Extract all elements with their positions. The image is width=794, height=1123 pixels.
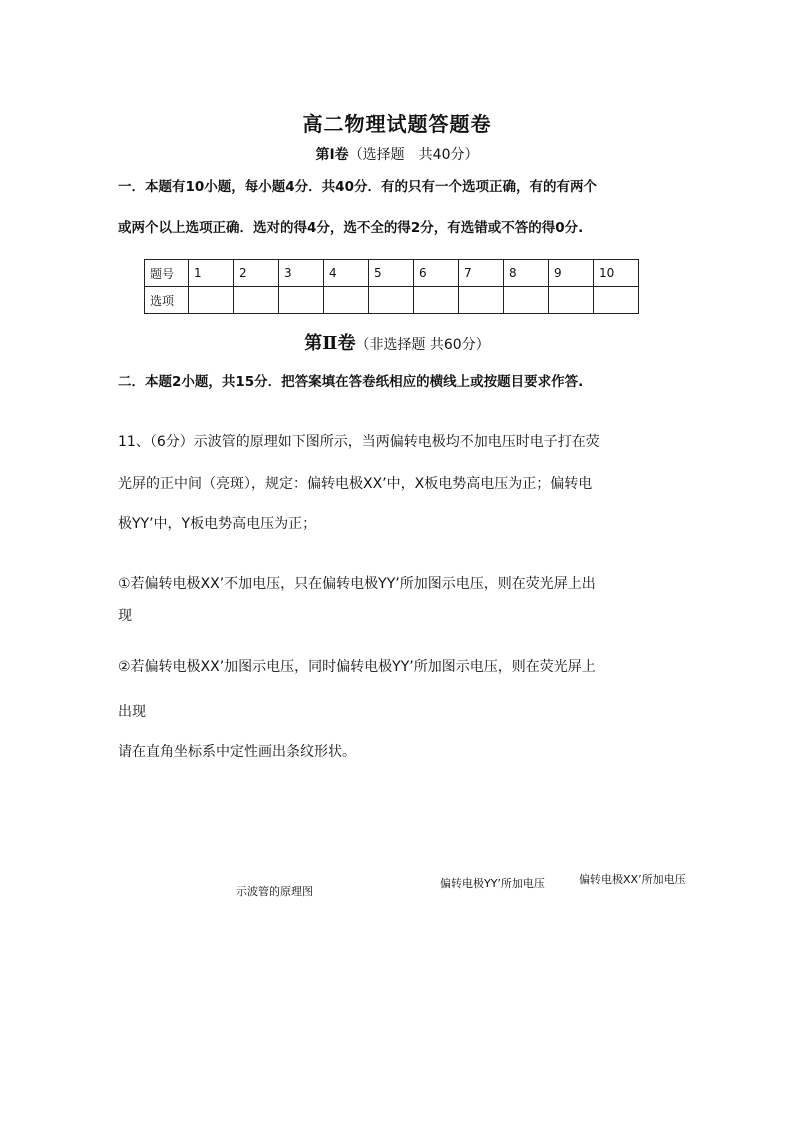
answer-cell[interactable]: [279, 287, 324, 314]
question-number-cell: 6: [414, 260, 459, 287]
answer-cell[interactable]: [594, 287, 639, 314]
answer-cell[interactable]: [549, 287, 594, 314]
page-title: 高二物理试题答题卷: [302, 112, 492, 136]
question-number-cell: 5: [369, 260, 414, 287]
answer-table-choice-label: 选项: [145, 287, 189, 314]
question-number-cell: 8: [504, 260, 549, 287]
section1-instruction-line2: 或两个以上选项正确．选对的得4分，选不全的得2分，有选错或不答的得0分.: [118, 220, 584, 236]
answer-table: [144, 259, 639, 314]
question-number-cell: 4: [324, 260, 369, 287]
part2-heading: [0, 329, 794, 355]
question-number-cell: 2: [234, 260, 279, 287]
question11-line3: 极YY’中，Y板电势高电压为正；: [118, 516, 317, 532]
answer-cell[interactable]: [369, 287, 414, 314]
question-number-cell: 10: [594, 260, 639, 287]
question11-item2-line2: 出现: [118, 704, 146, 720]
part1-heading: [0, 144, 794, 164]
part1-label: 第Ⅰ卷: [315, 147, 349, 163]
answer-cell[interactable]: [234, 287, 279, 314]
question-number-cell: 1: [189, 260, 234, 287]
question-number-cell: 3: [279, 260, 324, 287]
question11-line2: 光屏的正中间（亮斑），规定：偏转电极XX’中，X板电势高电压为正；偏转电: [118, 476, 593, 492]
section1-instruction-line1: 一．本题有10小题，每小题4分．共40分．有的只有一个选项正确，有的有两个: [118, 179, 597, 195]
answer-cell[interactable]: [459, 287, 504, 314]
answer-table-number-row: [145, 260, 639, 287]
answer-cell[interactable]: [504, 287, 549, 314]
tube-diagram-caption: 示波管的原理图: [236, 885, 313, 898]
answer-table-choice-row: [145, 287, 639, 314]
question-number-cell: 7: [459, 260, 504, 287]
question11-item1-line1: ①若偏转电极XX’不加电压，只在偏转电极YY’所加图示电压，则在荧光屏上出: [118, 576, 596, 592]
answer-cell[interactable]: [324, 287, 369, 314]
question11-instruction: 请在直角坐标系中定性画出条纹形状。: [118, 744, 356, 760]
yy-voltage-caption: 偏转电极YY’所加电压: [440, 877, 545, 890]
answer-cell[interactable]: [414, 287, 459, 314]
question-number-cell: 9: [549, 260, 594, 287]
xx-voltage-caption: 偏转电极XX’所加电压: [579, 873, 686, 886]
answer-table-number-label: 题号: [145, 260, 189, 287]
part1-note: （选择题 共40分）: [348, 147, 479, 163]
part2-note: （非选择题 共60分）: [355, 337, 490, 353]
part2-label: 第Ⅱ卷: [304, 333, 356, 354]
answer-cell[interactable]: [189, 287, 234, 314]
question11-line1: 11、（6分）示波管的原理如下图所示，当两偏转电极均不加电压时电子打在荧: [118, 434, 600, 450]
section2-instruction: 二．本题2小题，共15分．把答案填在答卷纸相应的横线上或按题目要求作答.: [118, 374, 584, 390]
question11-item1-line2: 现: [118, 608, 132, 624]
question11-item2-line1: ②若偏转电极XX’加图示电压，同时偏转电极YY’所加图示电压，则在荧光屏上: [118, 659, 596, 675]
